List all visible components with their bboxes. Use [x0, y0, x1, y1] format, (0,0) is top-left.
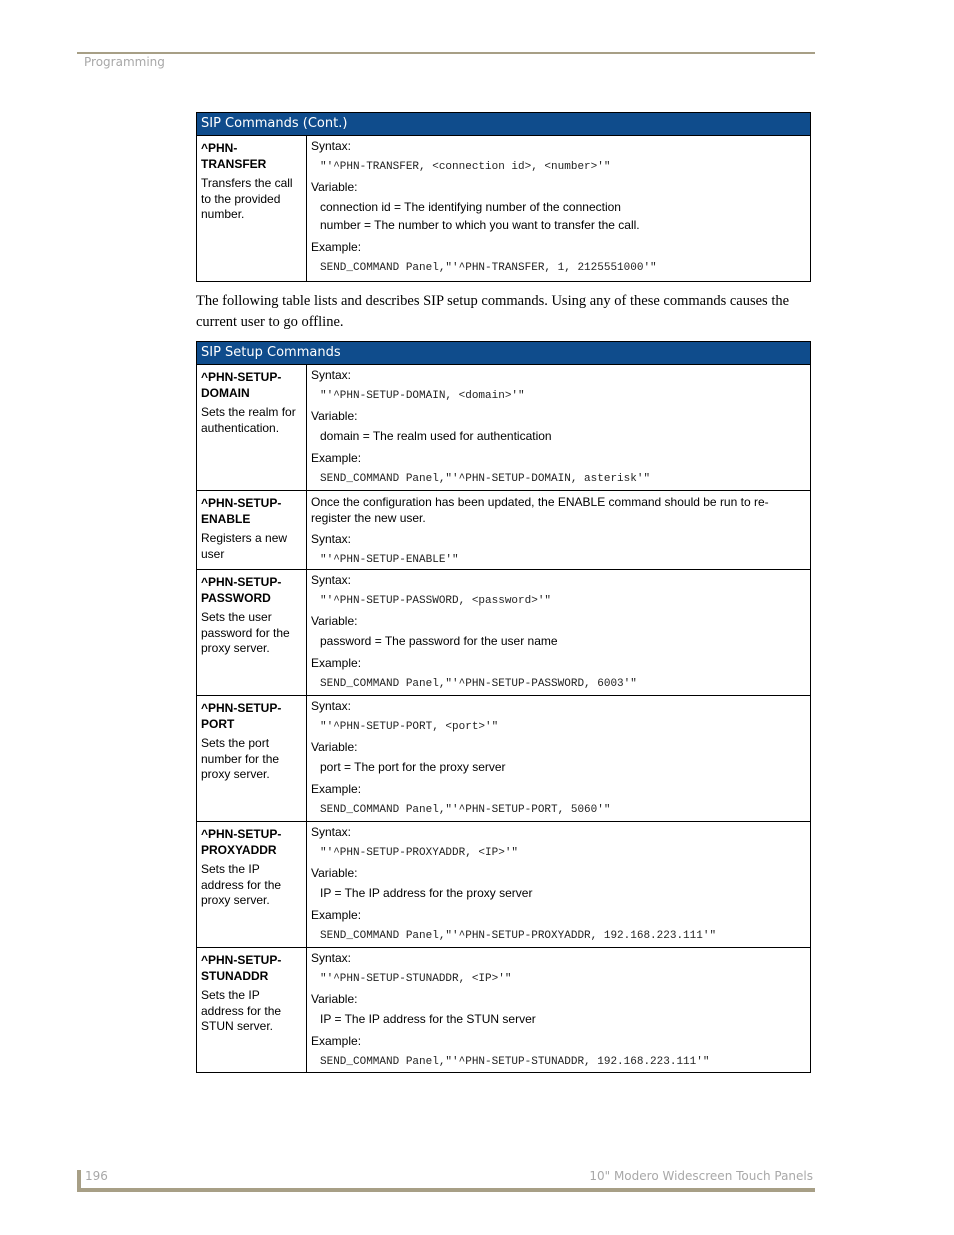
- example-code: SEND_COMMAND Panel,"'^PHN-SETUP-DOMAIN, asterisk'": [320, 473, 651, 485]
- command-description: Sets the user password for the proxy server.: [201, 610, 290, 655]
- syntax-label: Syntax:: [311, 573, 352, 587]
- command-description: Transfers the call to the provided number.: [201, 176, 293, 221]
- header-rule: [77, 52, 815, 54]
- variable-text: password = The password for the user name: [320, 634, 558, 648]
- example-code: SEND_COMMAND Panel,"'^PHN-SETUP-PROXYADDR, 192.168.223.111'": [320, 930, 717, 942]
- example-label: Example:: [311, 782, 362, 796]
- note-text: Once the configuration has been updated, the ENABLE command should be run to re-register the new user.: [311, 495, 769, 525]
- table-row: [197, 365, 810, 490]
- table-row: [197, 569, 810, 695]
- syntax-code: "'^PHN-SETUP-ENABLE'": [320, 554, 459, 566]
- syntax-code: "'^PHN-SETUP-DOMAIN, <domain>'": [320, 390, 525, 402]
- variable-text: port = The port for the proxy server: [320, 760, 506, 774]
- syntax-code: "'^PHN-TRANSFER, <connection id>, <number>'": [320, 161, 611, 173]
- page-number: 196: [85, 1169, 108, 1183]
- command-description: Sets the IP address for the STUN server.: [201, 988, 282, 1033]
- example-code: SEND_COMMAND Panel,"'^PHN-TRANSFER, 1, 2125551000'": [320, 262, 657, 274]
- variable-text: IP = The IP address for the proxy server: [320, 886, 533, 900]
- section-label: Programming: [84, 55, 165, 69]
- variable-label: Variable:: [311, 992, 358, 1006]
- example-label: Example:: [311, 908, 362, 922]
- variable-text: number = The number to which you want to transfer the call.: [320, 218, 640, 232]
- command-name: ^PHN-SETUP-DOMAIN: [201, 370, 282, 400]
- sip-commands-table: [196, 112, 811, 282]
- example-label: Example:: [311, 656, 362, 670]
- command-description: Sets the realm for authentication.: [201, 405, 296, 435]
- variable-text: connection id = The identifying number of the connection: [320, 200, 621, 214]
- variable-label: Variable:: [311, 409, 358, 423]
- variable-text: IP = The IP address for the STUN server: [320, 1012, 536, 1026]
- example-code: SEND_COMMAND Panel,"'^PHN-SETUP-PORT, 5060'": [320, 804, 611, 816]
- variable-text: domain = The realm used for authentication: [320, 429, 552, 443]
- example-code: SEND_COMMAND Panel,"'^PHN-SETUP-PASSWORD, 6003'": [320, 678, 637, 690]
- variable-label: Variable:: [311, 614, 358, 628]
- syntax-label: Syntax:: [311, 699, 352, 713]
- table-row: [197, 947, 810, 1072]
- command-description: Registers a new user: [201, 531, 288, 561]
- example-code: SEND_COMMAND Panel,"'^PHN-SETUP-STUNADDR, 192.168.223.111'": [320, 1056, 710, 1068]
- example-label: Example:: [311, 240, 362, 254]
- table-row: [197, 821, 810, 947]
- footer-rule: [77, 1188, 815, 1192]
- command-name: ^PHN-SETUP-STUNADDR: [201, 953, 282, 983]
- command-name: ^PHN-SETUP-PORT: [201, 701, 282, 731]
- command-description: Sets the IP address for the proxy server.: [201, 862, 282, 907]
- table-row: [197, 136, 810, 281]
- variable-label: Variable:: [311, 180, 358, 194]
- intro-paragraph: The following table lists and describes SIP setup commands. Using any of these commands causes the current user to go offline.: [196, 293, 790, 330]
- syntax-label: Syntax:: [311, 825, 352, 839]
- syntax-code: "'^PHN-SETUP-PASSWORD, <password>'": [320, 595, 552, 607]
- command-name: ^PHN-TRANSFER: [201, 141, 267, 171]
- syntax-label: Syntax:: [311, 532, 352, 546]
- syntax-code: "'^PHN-SETUP-STUNADDR, <IP>'": [320, 973, 512, 985]
- table-title: SIP Commands (Cont.): [197, 113, 810, 136]
- example-label: Example:: [311, 1034, 362, 1048]
- sip-setup-commands-table: [196, 341, 811, 1073]
- example-label: Example:: [311, 451, 362, 465]
- document-title: 10" Modero Widescreen Touch Panels: [589, 1169, 813, 1183]
- syntax-code: "'^PHN-SETUP-PORT, <port>'": [320, 721, 499, 733]
- syntax-code: "'^PHN-SETUP-PROXYADDR, <IP>'": [320, 847, 519, 859]
- command-name: ^PHN-SETUP-PASSWORD: [201, 575, 282, 605]
- syntax-label: Syntax:: [311, 139, 352, 153]
- command-name: ^PHN-SETUP-ENABLE: [201, 496, 282, 526]
- variable-label: Variable:: [311, 740, 358, 754]
- table-row: [197, 490, 810, 569]
- table-title: SIP Setup Commands: [197, 342, 810, 365]
- table-row: [197, 695, 810, 821]
- command-name: ^PHN-SETUP-PROXYADDR: [201, 827, 282, 857]
- syntax-label: Syntax:: [311, 368, 352, 382]
- syntax-label: Syntax:: [311, 951, 352, 965]
- command-description: Sets the port number for the proxy server.: [201, 736, 280, 781]
- variable-label: Variable:: [311, 866, 358, 880]
